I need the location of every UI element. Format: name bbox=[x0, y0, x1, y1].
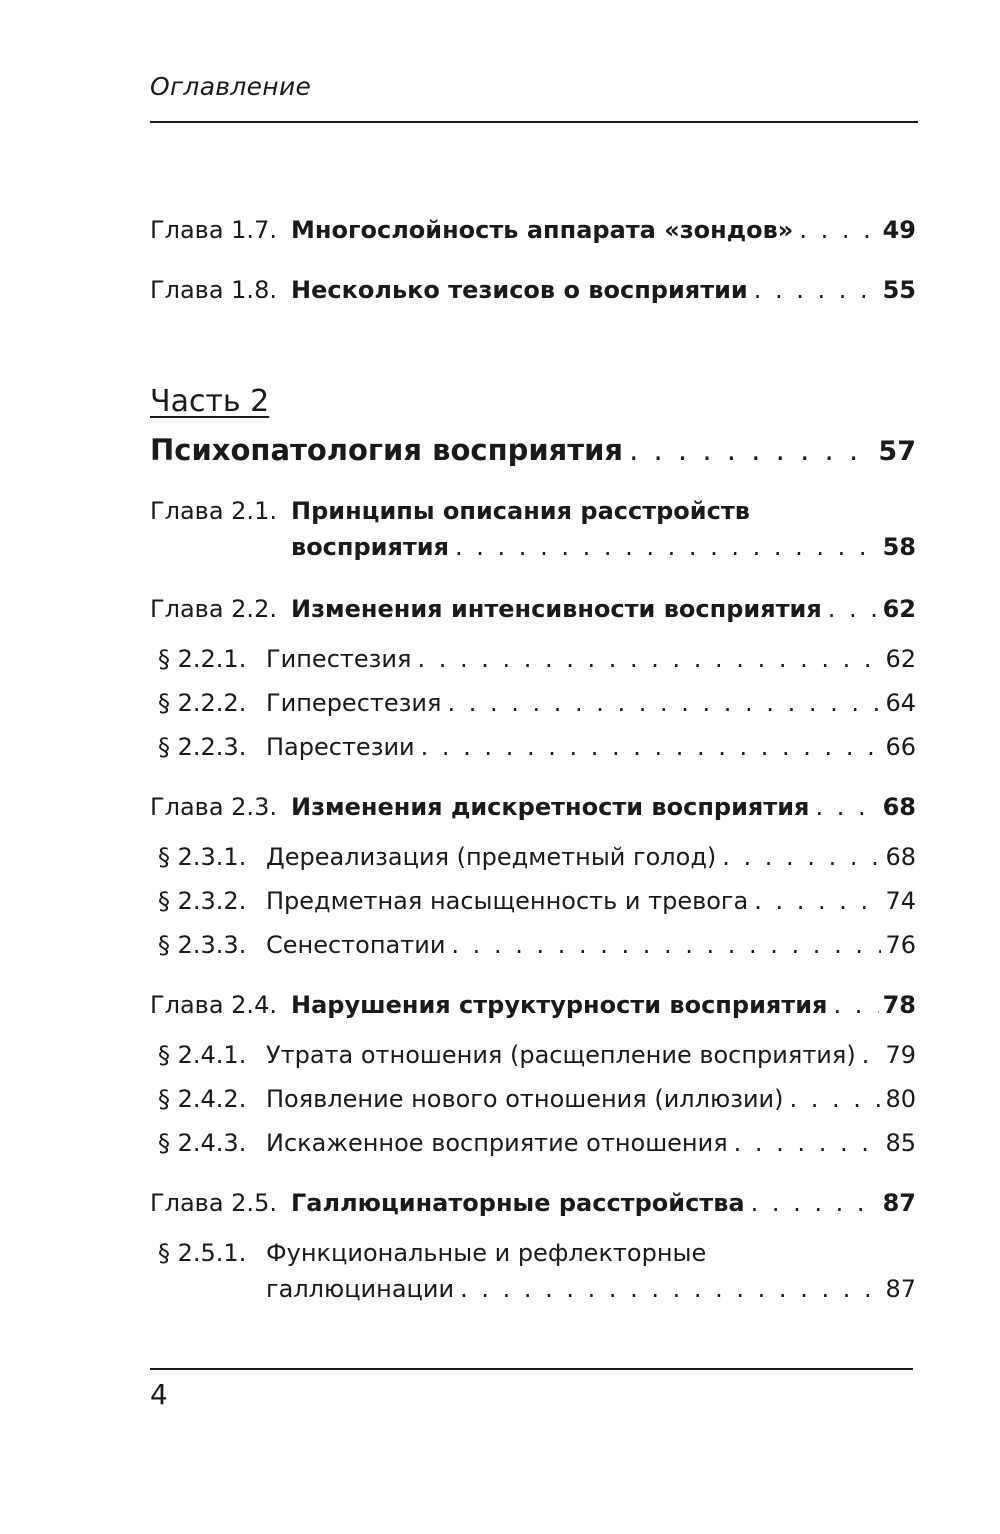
entry-title: Изменения дискретности восприятия bbox=[291, 793, 810, 821]
entry-label: Глава 1.7. bbox=[150, 216, 277, 244]
entry-page: 68 bbox=[885, 843, 916, 871]
toc-entry-section-2-3-3 bbox=[150, 931, 916, 959]
entry-label: § 2.2.3. bbox=[158, 733, 247, 761]
entry-title: Гипестезия bbox=[266, 645, 412, 673]
dot-leader bbox=[754, 276, 879, 304]
entry-page: 74 bbox=[885, 887, 916, 915]
footer-rule bbox=[150, 1368, 913, 1370]
entry-title: Искаженное восприятие отношения bbox=[266, 1129, 728, 1157]
entry-page: 79 bbox=[885, 1041, 916, 1069]
dot-leader bbox=[754, 887, 881, 915]
entry-label: Глава 2.5. bbox=[150, 1189, 277, 1217]
entry-title-line1: Функциональные и рефлекторные bbox=[266, 1239, 707, 1267]
entry-title-line2: восприятия bbox=[291, 533, 450, 561]
dot-leader bbox=[460, 1275, 881, 1303]
entry-title: Предметная насыщенность и тревога bbox=[266, 887, 749, 915]
entry-label: Глава 1.8. bbox=[150, 276, 277, 304]
entry-page: 64 bbox=[885, 689, 916, 717]
toc-entry-chapter-2-3 bbox=[150, 793, 916, 821]
dot-leader bbox=[828, 595, 879, 623]
toc-entry-chapter-1-7 bbox=[150, 216, 916, 244]
entry-label: § 2.4.3. bbox=[158, 1129, 247, 1157]
toc-entry-part-2 bbox=[150, 433, 916, 467]
entry-label: § 2.4.2. bbox=[158, 1085, 247, 1113]
dot-leader bbox=[722, 843, 881, 871]
entry-page: 66 bbox=[885, 733, 916, 761]
entry-page: 58 bbox=[882, 533, 916, 561]
dot-leader bbox=[447, 689, 881, 717]
entry-label: Глава 2.1. bbox=[150, 497, 277, 525]
entry-page: 62 bbox=[885, 645, 916, 673]
dot-leader bbox=[799, 216, 878, 244]
entry-label: § 2.3.2. bbox=[158, 887, 247, 915]
toc-entry-section-2-4-2 bbox=[150, 1085, 916, 1113]
dot-leader bbox=[751, 1189, 879, 1217]
entry-page: 87 bbox=[882, 1189, 916, 1217]
entry-label: § 2.3.3. bbox=[158, 931, 247, 959]
entry-title: Появление нового отношения (иллюзии) bbox=[266, 1085, 784, 1113]
toc-entry-section-2-3-1 bbox=[150, 843, 916, 871]
toc-entry-section-2-3-2 bbox=[150, 887, 916, 915]
dot-leader bbox=[862, 1041, 882, 1069]
dot-leader bbox=[421, 733, 882, 761]
entry-label: § 2.5.1. bbox=[158, 1239, 247, 1267]
dot-leader bbox=[833, 991, 878, 1019]
entry-title: Несколько тезисов о восприятии bbox=[291, 276, 748, 304]
toc-entry-section-2-4-1 bbox=[150, 1041, 916, 1069]
dot-leader bbox=[455, 533, 879, 561]
toc-entry-section-2-2-1 bbox=[150, 645, 916, 673]
dot-leader bbox=[790, 1085, 882, 1113]
entry-title: Парестезии bbox=[266, 733, 415, 761]
dot-leader bbox=[629, 433, 874, 467]
entry-label: § 2.2.1. bbox=[158, 645, 247, 673]
entry-label: § 2.2.2. bbox=[158, 689, 247, 717]
entry-page: 57 bbox=[878, 436, 916, 467]
entry-page: 62 bbox=[882, 595, 916, 623]
entry-page: 80 bbox=[885, 1085, 916, 1113]
entry-label: Глава 2.4. bbox=[150, 991, 277, 1019]
entry-label: § 2.3.1. bbox=[158, 843, 247, 871]
dot-leader bbox=[815, 793, 878, 821]
entry-title: Нарушения структурности восприятия bbox=[291, 991, 828, 1019]
entry-label: Глава 2.2. bbox=[150, 595, 277, 623]
toc-entry-chapter-1-8 bbox=[150, 276, 916, 304]
entry-page: 87 bbox=[885, 1275, 916, 1303]
running-head: Оглавление bbox=[150, 72, 312, 101]
dot-leader bbox=[451, 931, 881, 959]
entry-label: Глава 2.3. bbox=[150, 793, 277, 821]
toc-entry-section-2-2-3 bbox=[150, 733, 916, 761]
toc-entry-chapter-2-5 bbox=[150, 1189, 916, 1217]
toc-entry-section-2-2-2 bbox=[150, 689, 916, 717]
entry-label: § 2.4.1. bbox=[158, 1041, 247, 1069]
toc-entry-chapter-2-1 bbox=[150, 497, 916, 561]
entry-page: 78 bbox=[882, 991, 916, 1019]
entry-title: Утрата отношения (расщепление восприятия) bbox=[266, 1041, 856, 1069]
entry-title: Дереализация (предметный голод) bbox=[266, 843, 717, 871]
entry-page: 49 bbox=[882, 216, 916, 244]
entry-title: Гиперестезия bbox=[266, 689, 442, 717]
entry-page: 55 bbox=[882, 276, 916, 304]
part-title: Психопатология восприятия bbox=[150, 433, 624, 467]
toc-entry-section-2-5-1 bbox=[150, 1239, 916, 1303]
entry-title: Изменения интенсивности восприятия bbox=[291, 595, 822, 623]
dot-leader bbox=[734, 1129, 882, 1157]
header-rule bbox=[150, 121, 918, 123]
entry-title: Сенестопатии bbox=[266, 931, 446, 959]
toc-entry-chapter-2-4 bbox=[150, 991, 916, 1019]
entry-page: 76 bbox=[885, 931, 916, 959]
part-heading: Часть 2 bbox=[150, 384, 270, 419]
page-number: 4 bbox=[150, 1378, 168, 1411]
entry-title: Многослойность аппарата «зондов» bbox=[291, 216, 794, 244]
toc-entry-chapter-2-2 bbox=[150, 595, 916, 623]
entry-page: 68 bbox=[882, 793, 916, 821]
toc-entry-section-2-4-3 bbox=[150, 1129, 916, 1157]
entry-page: 85 bbox=[885, 1129, 916, 1157]
entry-title-line1: Принципы описания расстройств bbox=[291, 497, 750, 525]
entry-title: Галлюцинаторные расстройства bbox=[291, 1189, 745, 1217]
entry-title-line2: галлюцинации bbox=[266, 1275, 455, 1303]
dot-leader bbox=[417, 645, 881, 673]
